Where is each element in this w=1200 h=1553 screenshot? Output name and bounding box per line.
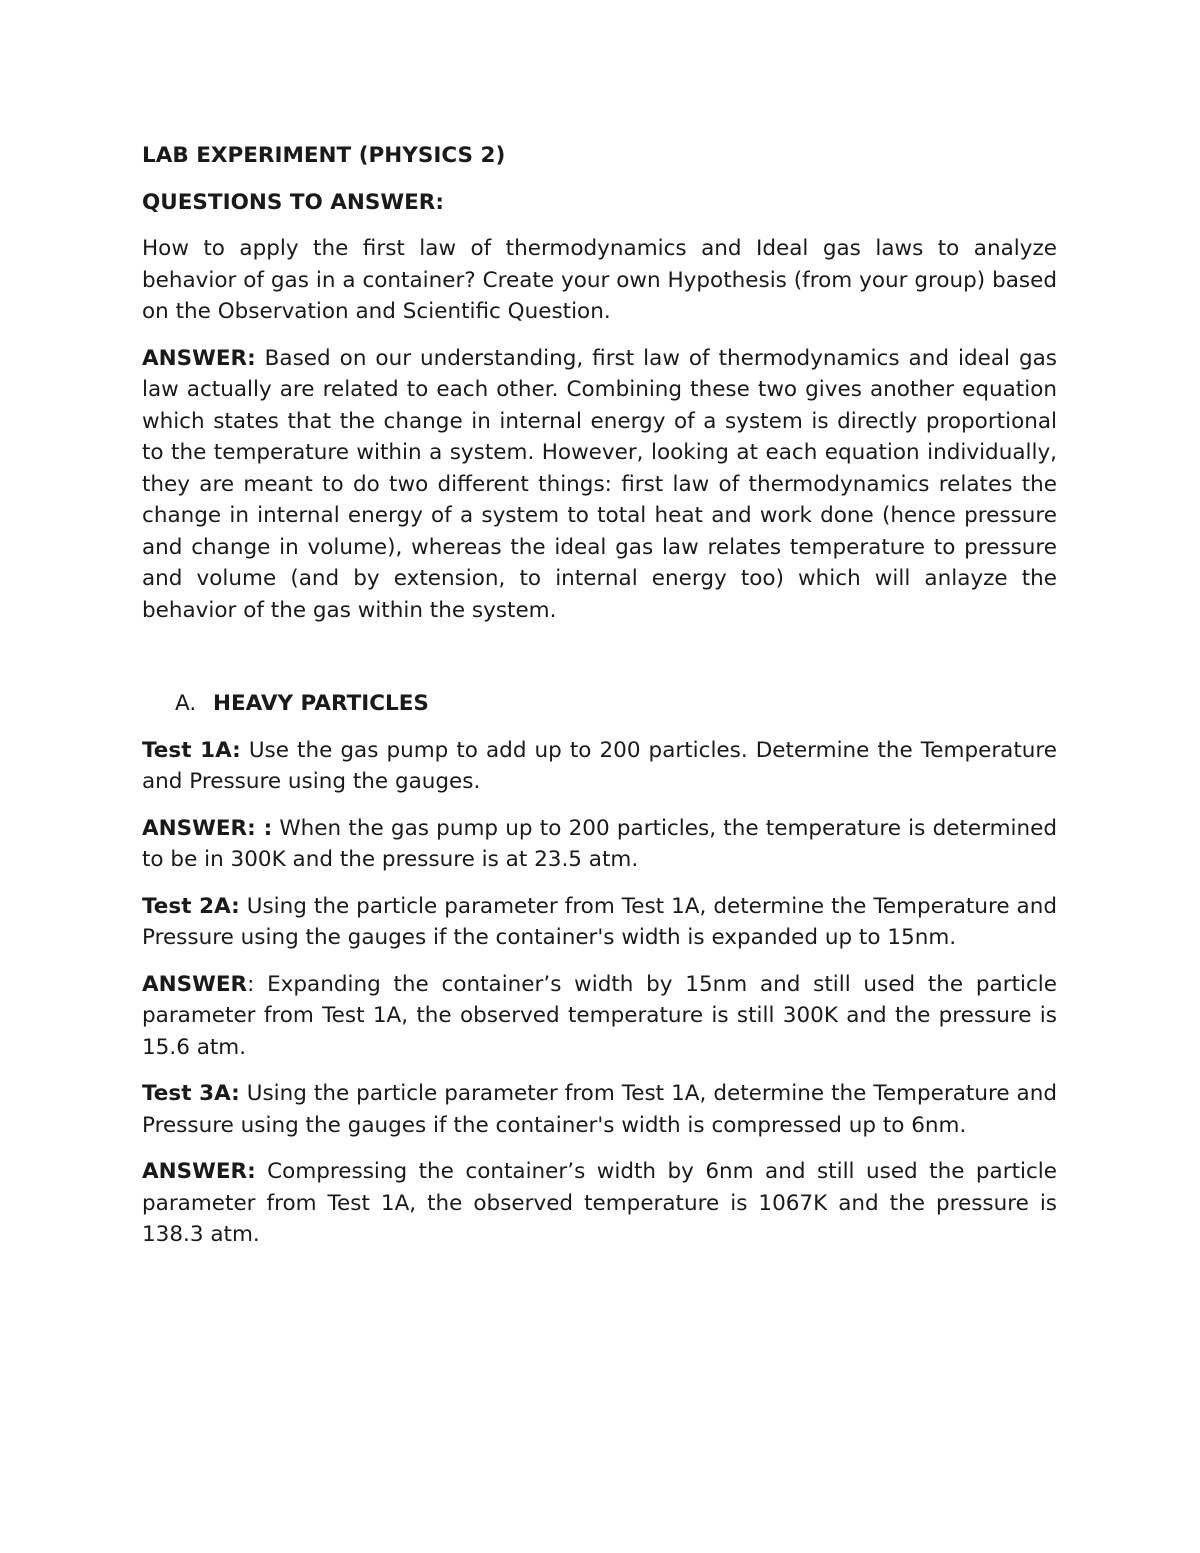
document-page bbox=[142, 140, 1057, 1266]
questions-heading: QUESTIONS TO ANSWER: bbox=[142, 189, 444, 215]
answer-text: : Expanding the container’s width by 15nm and still used the particle parameter from Test 1A, the observed temperature is still 300K and the pressure is 15.6 atm. bbox=[142, 971, 1057, 1060]
test-3a-answer bbox=[142, 1156, 1057, 1251]
section-title: HEAVY PARTICLES bbox=[213, 691, 429, 716]
test-1a-question bbox=[142, 735, 1057, 798]
question-paragraph: How to apply the first law of thermodynamics and Ideal gas laws to analyze behavior of gas in a container? Create your own Hypothesis (from your group) based on the Observation and Scientific Question. bbox=[142, 236, 1057, 324]
section-spacer bbox=[142, 641, 1057, 688]
test-label: Test 1A: bbox=[142, 737, 241, 763]
test-text: Using the particle parameter from Test 1A, determine the Temperature and Pressure using the gauges if the container's width is compressed up to 6nm. bbox=[142, 1081, 1057, 1138]
test-2a-answer bbox=[142, 969, 1057, 1064]
test-label: Test 3A: bbox=[142, 1081, 240, 1106]
answer-label: ANSWER: : bbox=[142, 815, 273, 841]
section-letter: A. bbox=[175, 691, 197, 716]
test-label: Test 2A: bbox=[142, 893, 240, 919]
section-a-heading bbox=[142, 688, 1057, 720]
test-text: Using the particle parameter from Test 1A, determine the Temperature and Pressure using the gauges if the container's width is expanded up to 15nm. bbox=[142, 893, 1057, 950]
answer-label: ANSWER bbox=[142, 971, 248, 997]
answer-text: Compressing the container’s width by 6nm and still used the particle parameter from Test 1A, the observed temperature is 1067K and the pressure is 138.3 atm. bbox=[142, 1159, 1057, 1247]
answer-label: ANSWER: bbox=[142, 1159, 256, 1184]
test-3a-question bbox=[142, 1078, 1057, 1141]
answer-label: ANSWER: bbox=[142, 345, 256, 371]
answer-text: When the gas pump up to 200 particles, the temperature is determined to be in 300K and the pressure is at 23.5 atm. bbox=[142, 815, 1057, 872]
test-text: Use the gas pump to add up to 200 particles. Determine the Temperature and Pressure using the gauges. bbox=[142, 737, 1057, 794]
answer-text: Based on our understanding, first law of thermodynamics and ideal gas law actually are related to each other. Combining these two gives another equation which states that the change in internal energy of a system is directly proportional to the temperature within a system. However, looking at each equation individually, they are meant to do two different things: first law of thermodynamics relates the change in internal energy of a system to total heat and work done (hence pressure and change in volume), whereas the ideal gas law relates temperature to pressure and volume (and by extension, to internal energy too) which will anlayze the behavior of the gas within the system. bbox=[142, 345, 1057, 623]
main-answer-paragraph bbox=[142, 343, 1057, 627]
test-2a-question bbox=[142, 891, 1057, 954]
document-title: LAB EXPERIMENT (PHYSICS 2) bbox=[142, 143, 506, 168]
test-1a-answer bbox=[142, 813, 1057, 876]
